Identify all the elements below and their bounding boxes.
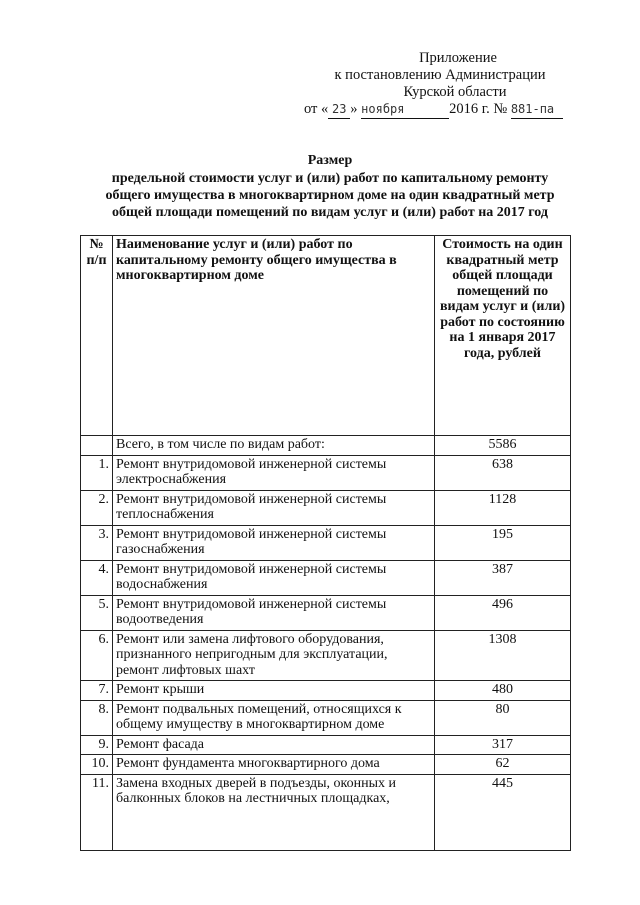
row-name: Ремонт фундамента многоквартирного дома — [113, 755, 435, 775]
table-header-row — [81, 236, 571, 436]
table-row-total — [81, 436, 571, 456]
annex-title: Приложение — [419, 50, 497, 66]
title-line-2: предельной стоимости услуг и (или) работ по капитальному ремонту — [111, 171, 549, 186]
row-value: 62 — [435, 755, 571, 775]
row-name: Ремонт внутридомовой инженерной системы электроснабжения — [113, 455, 435, 490]
row-name: Ремонт крыши — [113, 681, 435, 701]
table-row — [81, 681, 571, 701]
title-line-3: общего имущества в многоквартирном доме на один квадратный метр — [105, 188, 555, 203]
annex-resolution: к постановлению Администрации — [334, 67, 546, 83]
table-row — [81, 560, 571, 595]
row-value: 638 — [435, 455, 571, 490]
row-name: Ремонт внутридомовой инженерной системы водоснабжения — [113, 560, 435, 595]
annex-block — [300, 50, 580, 119]
date-day: 23 — [328, 101, 350, 119]
row-num: 1. — [81, 455, 113, 490]
row-name: Ремонт внутридомовой инженерной системы водоотведения — [113, 595, 435, 630]
row-value: 496 — [435, 595, 571, 630]
title-line-4: общей площади помещений по видам услуг и (или) работ на 2017 год — [111, 205, 548, 220]
annex-region: Курской области — [403, 84, 507, 100]
table-row — [81, 455, 571, 490]
table-row — [81, 525, 571, 560]
date-mid: » — [350, 101, 358, 117]
row-value: 317 — [435, 735, 571, 755]
row-num: 5. — [81, 595, 113, 630]
table-row — [81, 630, 571, 681]
row-name: Ремонт подвальных помещений, относящихся к общему имуществу в многоквартирном доме — [113, 700, 435, 735]
row-name: Ремонт фасада — [113, 735, 435, 755]
row-num: 10. — [81, 755, 113, 775]
row-name: Ремонт внутридомовой инженерной системы газоснабжения — [113, 525, 435, 560]
resolution-number: 881-па — [511, 101, 563, 119]
table-row — [81, 490, 571, 525]
row-num: 7. — [81, 681, 113, 701]
row-value: 387 — [435, 560, 571, 595]
title-line-1: Размер — [307, 153, 353, 168]
row-name: Ремонт или замена лифтового оборудования, признанного непригодным для эксплуатации, ремонт лифтовых шахт — [113, 630, 435, 681]
date-year: 2016 г. № — [449, 101, 508, 117]
annex-date-line — [304, 101, 580, 119]
date-month: ноября — [361, 101, 449, 119]
row-value: 80 — [435, 700, 571, 735]
header-num: № п/п — [81, 236, 113, 436]
row-value: 195 — [435, 525, 571, 560]
row-name: Ремонт внутридомовой инженерной системы теплоснабжения — [113, 490, 435, 525]
row-num: 9. — [81, 735, 113, 755]
table-row — [81, 700, 571, 735]
document-title — [60, 152, 600, 221]
row-num: 4. — [81, 560, 113, 595]
cost-table — [80, 235, 571, 851]
date-prefix: от « — [304, 101, 329, 117]
total-num-cell — [81, 436, 113, 456]
row-num: 8. — [81, 700, 113, 735]
header-cost: Стоимость на один квадратный метр общей площади помещений по видам услуг и (или) работ по состоянию на 1 января 2017 года, рублей — [435, 236, 571, 436]
header-name: Наименование услуг и (или) работ по капитальному ремонту общего имущества в многоквартирном доме — [113, 236, 435, 436]
table-row — [81, 595, 571, 630]
total-label: Всего, в том числе по видам работ: — [113, 436, 435, 456]
row-value: 445 — [435, 774, 571, 850]
table-row — [81, 755, 571, 775]
table-row — [81, 735, 571, 755]
row-value: 480 — [435, 681, 571, 701]
row-num: 3. — [81, 525, 113, 560]
row-value: 1128 — [435, 490, 571, 525]
table-row — [81, 774, 571, 850]
total-value: 5586 — [435, 436, 571, 456]
row-value: 1308 — [435, 630, 571, 681]
row-num: 2. — [81, 490, 113, 525]
row-num: 11. — [81, 774, 113, 850]
row-name: Замена входных дверей в подъезды, оконных и балконных блоков на лестничных площадках, — [113, 774, 435, 850]
row-num: 6. — [81, 630, 113, 681]
